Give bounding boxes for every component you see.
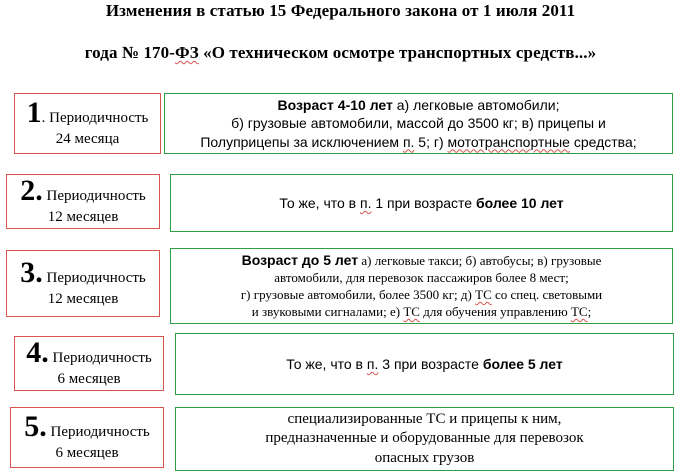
row-4-text-b: п.	[366, 356, 379, 372]
row-3-months: 12 месяцев	[47, 290, 119, 307]
row-1-text-line-3d: мототранспортные	[447, 133, 570, 150]
row-2-periodicity-box	[6, 174, 160, 229]
row-1-description-box	[164, 93, 673, 154]
row-3-text-line-4d: ТС	[570, 303, 588, 319]
row-3-text-line-3a: г) грузовые автомобили, более 3500 кг; д)	[240, 287, 476, 302]
title-line-2-rest: «О техническом осмотре транспортных средств...»	[198, 43, 597, 62]
row-3-text-line-4b: ТС	[403, 303, 420, 319]
row-5-description-box	[175, 407, 674, 471]
row-1-months: 24 месяца	[55, 130, 120, 147]
row-3-text-line-1: а) легковые такси; б) автобусы; в) грузовые	[358, 253, 602, 269]
row-5-text-line-1: специализированные ТС и прицепы к ним,	[287, 410, 562, 427]
row-4-description-box	[175, 333, 674, 395]
row-5-periodicity-box	[10, 407, 164, 468]
row-5-text-line-3: опасных грузов	[374, 449, 475, 466]
row-5-number: 5.	[24, 410, 47, 444]
row-1-number: 1	[26, 96, 42, 130]
row-2-text-a: То же, что в	[279, 195, 360, 211]
row-1-age-label: Возраст 4-10 лет	[277, 97, 393, 114]
row-4-months: 6 месяцев	[57, 370, 121, 387]
row-2-description-box	[170, 174, 673, 232]
row-3-text-line-4c: для обучения управлению	[419, 303, 571, 319]
row-3-periodicity-label: Периодичность	[42, 270, 146, 287]
title-line-2-part: года № 170-	[84, 43, 176, 62]
row-1-text-line-1: а) легковые автомобили;	[392, 97, 560, 114]
row-4-age-label: более 5 лет	[482, 356, 563, 372]
row-4-number: 4.	[26, 336, 49, 370]
row-3-age-label: Возраст до 5 лет	[241, 252, 359, 269]
row-3-periodicity-box	[6, 250, 160, 317]
row-4-text-a: То же, что в	[286, 356, 367, 372]
row-1-text-line-3b: п.	[402, 133, 415, 150]
row-5-months: 6 месяцев	[55, 444, 119, 461]
title-line-2-abbr: ФЗ	[175, 43, 199, 62]
row-1-text-line-2: б) грузовые автомобили, массой до 3500 кг; в) прицепы и	[231, 115, 606, 132]
row-2-text-c: 1 при возрасте	[371, 195, 476, 211]
row-3-text-line-3c: со спец. световыми	[491, 287, 603, 302]
row-1-periodicity-label: . Периодичность	[41, 110, 149, 127]
row-5-text-line-2: предназначенные и оборудованные для перевозок	[265, 430, 584, 447]
row-3-text-line-4e: ;	[587, 303, 592, 319]
row-5-periodicity-label: Периодичность	[46, 424, 150, 441]
row-1-text-line-3e: средства;	[569, 133, 637, 150]
row-2-months: 12 месяцев	[47, 208, 119, 225]
title-line-2	[0, 43, 681, 63]
row-3-description-box	[170, 248, 673, 324]
row-2-text-b: п.	[360, 195, 372, 211]
row-4-periodicity-box	[14, 336, 164, 391]
row-3-number: 3.	[20, 256, 43, 290]
row-1-text-line-3a: Полуприцепы за исключением	[200, 133, 403, 150]
row-2-periodicity-label: Периодичность	[42, 188, 146, 205]
row-2-age-label: более 10 лет	[475, 195, 564, 211]
row-3-text-line-3b: ТС	[475, 287, 492, 302]
row-2-number: 2.	[20, 174, 43, 208]
row-4-periodicity-label: Периодичность	[48, 350, 152, 367]
title-line-1: Изменения в статью 15 Федерального закона от 1 июля 2011	[105, 1, 576, 20]
row-3-text-line-2: автомобили, для перевозок пассажиров более 8 мест;	[274, 270, 569, 286]
row-4-text-c: 3 при возрасте	[378, 356, 483, 372]
row-3-text-line-4a: и звуковыми сигналами; е)	[251, 303, 404, 319]
row-1-text-line-3c: 5; г)	[414, 133, 448, 150]
row-1-periodicity-box	[14, 93, 161, 154]
